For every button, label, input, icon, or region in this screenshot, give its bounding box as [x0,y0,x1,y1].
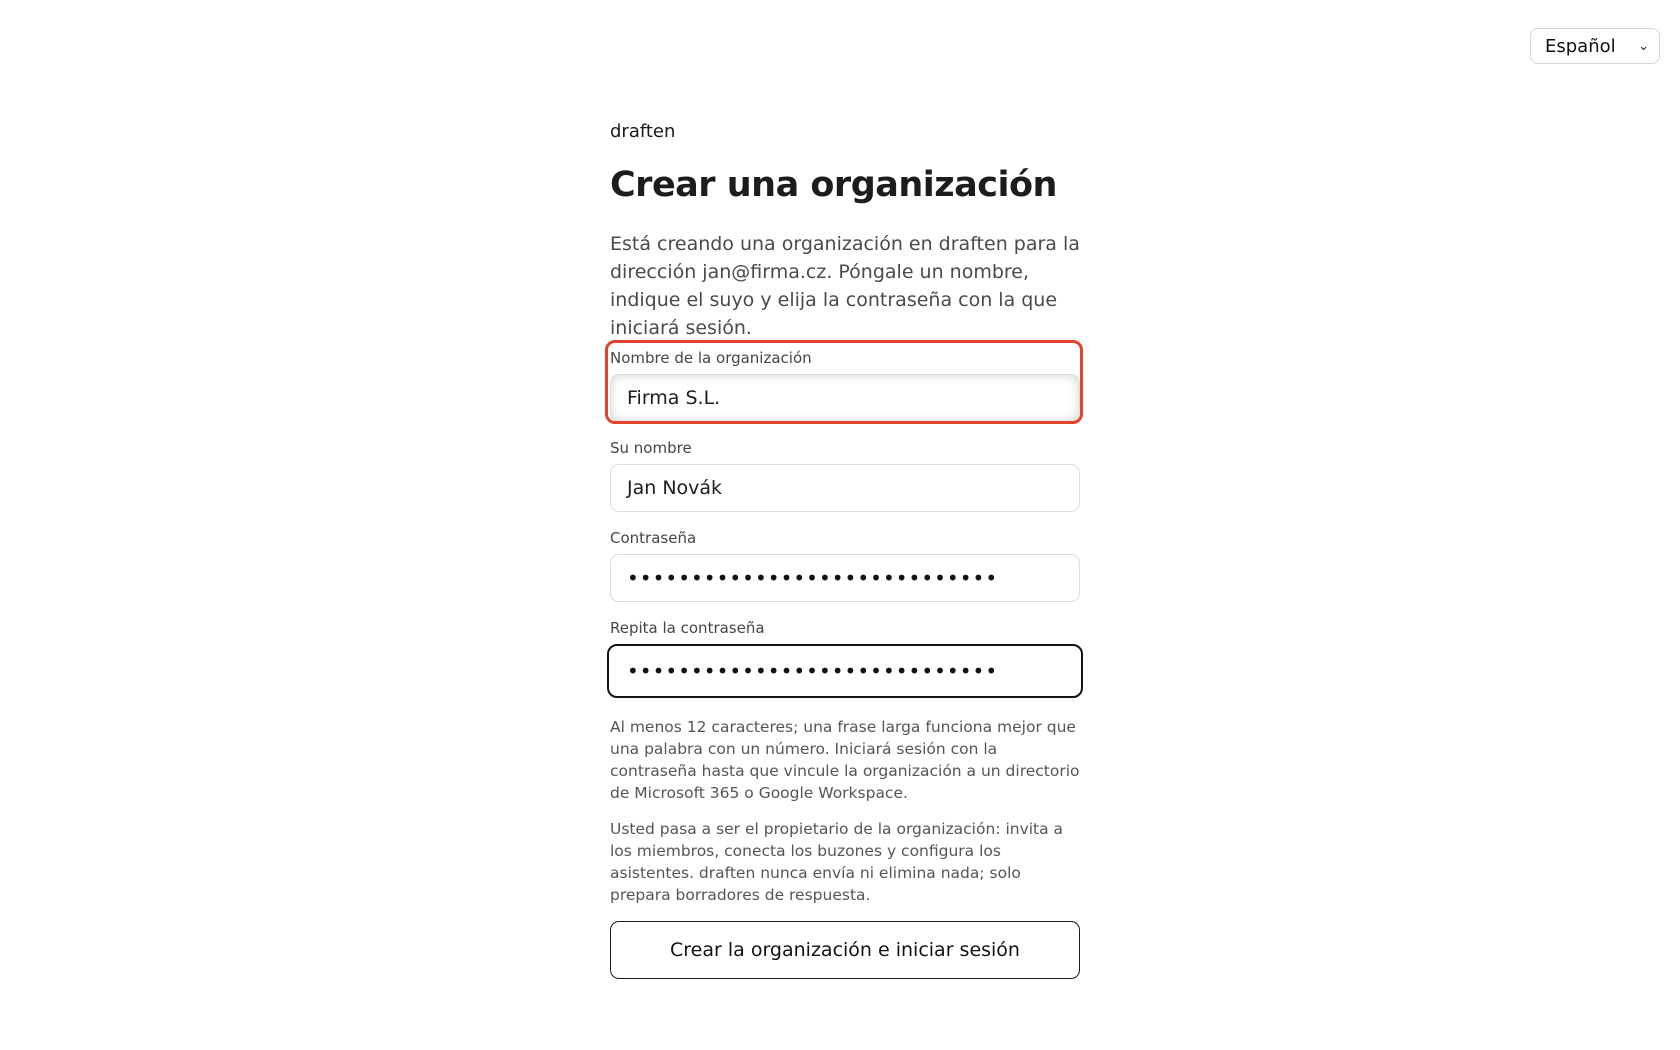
password-field [610,528,1080,602]
language-select-value: Español [1545,35,1616,57]
create-organization-button[interactable]: Crear la organización e iniciar sesión [610,921,1080,979]
password-help-text: Al menos 12 caracteres; una frase larga funciona mejor que una palabra con un número. Iniciará sesión con la contraseña hasta que vincule la organización a un directorio de Microsoft 365 o Google Workspace. [610,718,1080,802]
owner-info-text: Usted pasa a ser el propietario de la organización: invita a los miembros, conecta los buzones y configura los asistentes. draften nunca envía ni elimina nada; solo prepara borradores de respuesta. [610,820,1064,904]
repeat-password-value: ••••••••••••••••••••••••••••• [627,659,999,683]
your-name-input[interactable] [610,464,1080,512]
org-name-value: Firma S.L. [627,387,721,409]
repeat-password-input[interactable] [607,644,1083,698]
page-title: Crear una organización [610,165,1057,205]
intro-text: Está creando una organización en draften para la dirección jan@firma.cz. Póngale un nombre, indique el suyo y elija la contraseña con la que iniciará sesión. [610,233,1080,339]
repeat-password-field [610,618,1080,698]
signup-form-container [610,120,1080,961]
language-select[interactable] [1530,28,1660,64]
chevron-down-icon: ⌄ [1638,38,1649,54]
brand-name: draften [610,121,676,142]
your-name-label: Su nombre [610,439,692,457]
password-label: Contraseña [610,529,697,547]
org-name-input[interactable] [610,374,1080,422]
password-input[interactable] [610,554,1080,602]
org-name-label: Nombre de la organización [610,349,812,367]
your-name-field [610,438,1080,512]
repeat-password-label: Repita la contraseña [610,619,765,637]
password-value: ••••••••••••••••••••••••••••• [627,566,999,590]
your-name-value: Jan Novák [627,477,723,499]
org-name-field [610,348,1080,422]
